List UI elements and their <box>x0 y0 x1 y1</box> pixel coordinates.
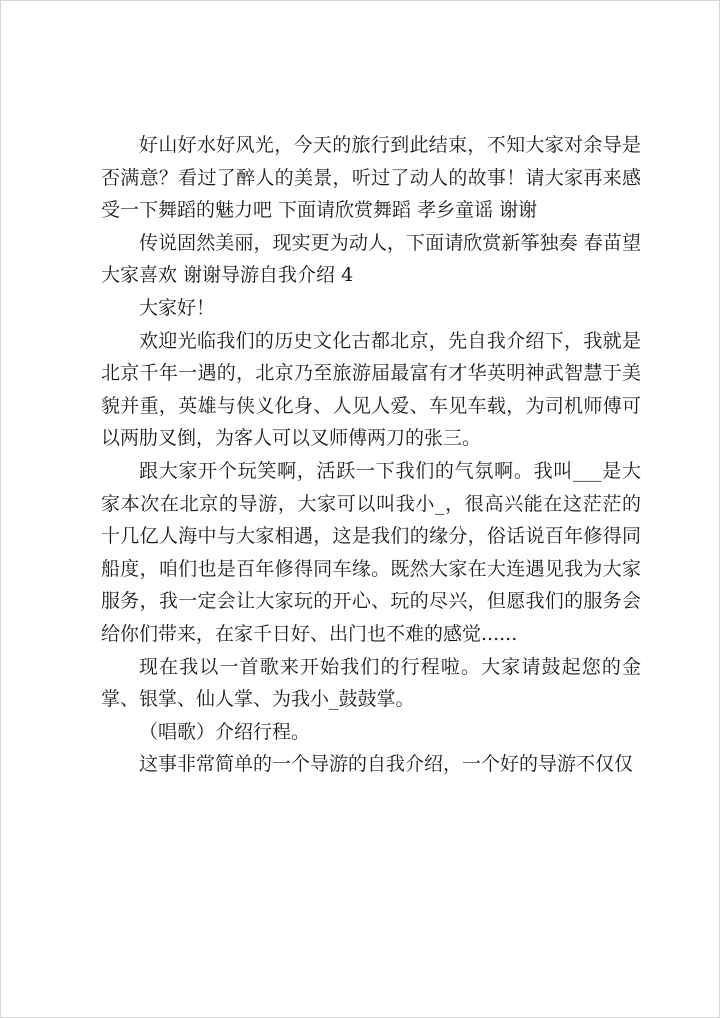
paragraph: 这事非常简单的一个导游的自我介绍，一个好的导游不仅仅 <box>139 753 634 776</box>
paragraph: 大家好！ <box>139 296 216 319</box>
paragraph: 现在我以一首歌来开始我们的行程啦。大家请鼓起您的金掌、银掌、仙人掌、为我小_鼓鼓掌。 <box>101 655 641 711</box>
paragraph: 跟大家开个玩笑啊，活跃一下我们的气氛啊。我叫___是大家本次在北京的导游，大家可以叫我小_，很高兴能在这茫茫的十几亿人海中与大家相遇，这是我们的缘分，俗话说百年修得同船度，咱们也是百年修得同车缘。既然大家在大连遇见我为大家服务，我一定会让大家玩的开心、玩的尽兴，但愿我们的服务会给你们带来，在家千日好、出门也不难的感觉...... <box>101 459 641 645</box>
paragraph: 传说固然美丽，现实更为动人，下面请欣赏新筝独奏 春苗望大家喜欢 谢谢导游自我介绍 4 <box>101 231 641 287</box>
document-body <box>101 129 641 781</box>
paragraph: 好山好水好风光，今天的旅行到此结束，不知大家对余导是否满意？看过了醉人的美景，听过了动人的故事！请大家再来感受一下舞蹈的魅力吧 下面请欣赏舞蹈 孝乡童谣 谢谢 <box>101 134 641 222</box>
paragraph: （唱歌）介绍行程。 <box>139 720 311 743</box>
paragraph: 欢迎光临我们的历史文化古都北京，先自我介绍下，我就是北京千年一遇的，北京乃至旅游届最富有才华英明神武智慧于美貌并重，英雄与侠义化身、人见人爱、车见车载，为司机师傅可以两肋叉倒，为客人可以叉师傅两刀的张三。 <box>101 329 641 450</box>
